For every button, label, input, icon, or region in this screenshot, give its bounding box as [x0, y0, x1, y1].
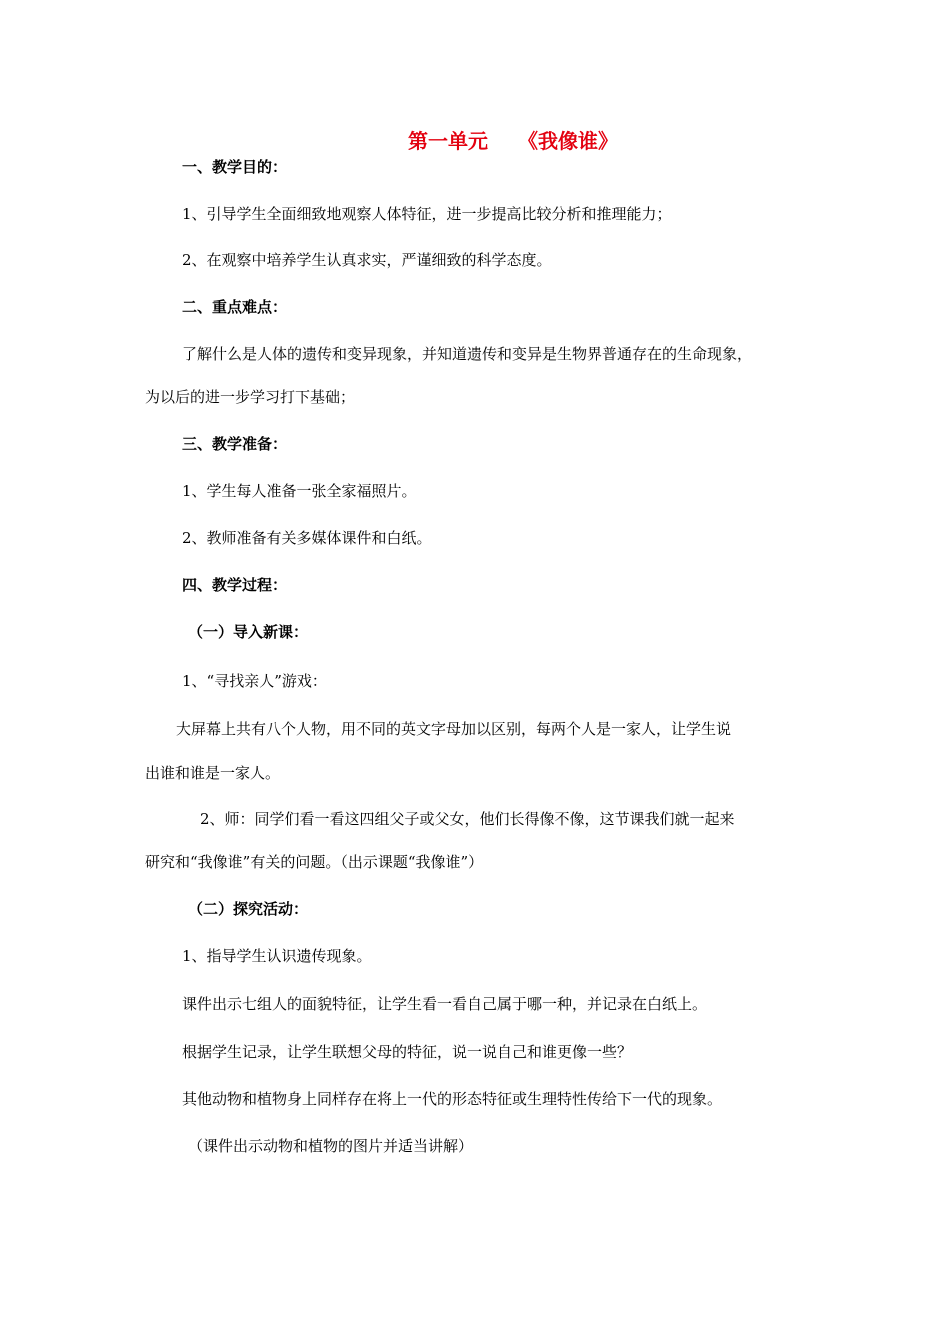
explore-paragraph-4: （课件出示动物和植物的图片并适当讲解）: [188, 1137, 474, 1155]
intro-item-1-text-b: 出谁和谁是一家人。: [145, 764, 281, 782]
preparation-2: 2、教师准备有关多媒体课件和白纸。: [182, 529, 432, 547]
title-unit: 第一单元: [408, 129, 488, 153]
preparation-1: 1、学生每人准备一张全家福照片。: [182, 482, 417, 500]
preparation-heading: 三、教学准备：: [182, 435, 288, 453]
key-points-heading: 二、重点难点：: [182, 298, 288, 316]
explore-item-1: 1、指导学生认识遗传现象。: [182, 947, 372, 965]
intro-item-1: 1、“寻找亲人”游戏：: [182, 672, 327, 690]
key-points-text-2: 为以后的进一步学习打下基础；: [145, 388, 356, 406]
page-title: [408, 125, 618, 154]
intro-item-2-text-b: 研究和“我像谁”有关的问题。（出示课题“我像谁”）: [145, 853, 484, 871]
explore-paragraph-2: 根据学生记录，让学生联想父母的特征，说一说自己和谁更像一些？: [182, 1043, 633, 1061]
explore-paragraph-1: 课件出示七组人的面貌特征，让学生看一看自己属于哪一种，并记录在白纸上。: [182, 995, 708, 1013]
title-lesson: 《我像谁》: [518, 129, 618, 153]
objective-1: 1、引导学生全面细致地观察人体特征，进一步提高比较分析和推理能力；: [182, 205, 672, 223]
process-heading: 四、教学过程：: [182, 576, 288, 594]
key-points-text-1: 了解什么是人体的遗传和变异现象，并知道遗传和变异是生物界普通存在的生命现象，: [182, 345, 753, 363]
explore-paragraph-3: 其他动物和植物身上同样存在将上一代的形态特征或生理特性传给下一代的现象。: [182, 1090, 723, 1108]
objectives-heading: 一、教学目的：: [182, 158, 288, 176]
objective-2: 2、在观察中培养学生认真求实，严谨细致的科学态度。: [182, 251, 552, 269]
explore-heading: （二）探究活动：: [188, 900, 309, 918]
intro-item-2-text-a: 2、师：同学们看一看这四组父子或父女，他们长得像不像，这节课我们就一起来: [200, 810, 735, 828]
intro-heading: （一）导入新课：: [188, 623, 309, 641]
intro-item-1-text-a: 大屏幕上共有八个人物，用不同的英文字母加以区别，每两个人是一家人，让学生说: [176, 720, 732, 738]
